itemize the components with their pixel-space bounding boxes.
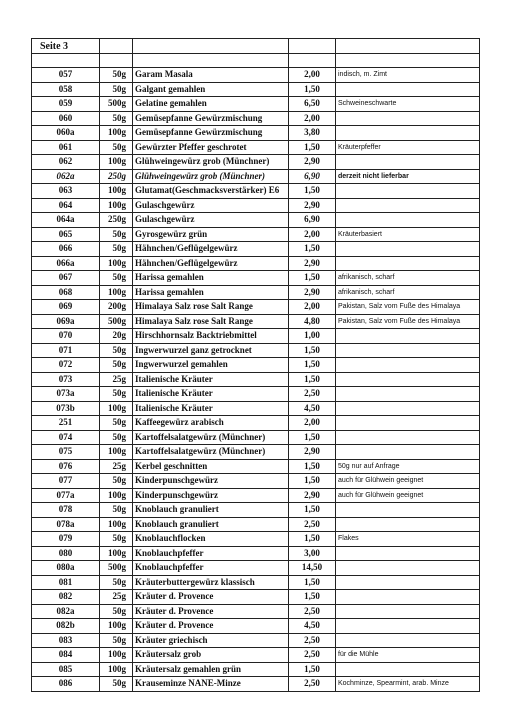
item-note xyxy=(336,126,480,141)
table-row xyxy=(32,329,480,344)
item-number: 074 xyxy=(32,430,100,445)
item-amount: 100g xyxy=(100,198,133,213)
item-number: 078a xyxy=(32,517,100,532)
table-row xyxy=(32,561,480,576)
item-price: 3,80 xyxy=(289,126,336,141)
table-row xyxy=(32,503,480,518)
item-note xyxy=(336,445,480,460)
item-amount: 50g xyxy=(100,140,133,155)
item-amount: 50g xyxy=(100,358,133,373)
item-name: Gulaschgewürz xyxy=(133,213,289,228)
table-row xyxy=(32,242,480,257)
item-amount: 50g xyxy=(100,633,133,648)
item-price: 2,90 xyxy=(289,285,336,300)
table-row xyxy=(32,314,480,329)
item-amount: 100g xyxy=(100,619,133,634)
item-amount: 500g xyxy=(100,314,133,329)
item-price: 2,90 xyxy=(289,198,336,213)
item-note: 50g nur auf Anfrage xyxy=(336,459,480,474)
item-name: Ingwerwurzel gemahlen xyxy=(133,358,289,373)
item-note xyxy=(336,329,480,344)
table-row xyxy=(32,590,480,605)
item-amount: 500g xyxy=(100,561,133,576)
item-note: Kräuterbasiert xyxy=(336,227,480,242)
item-price: 1,50 xyxy=(289,590,336,605)
item-name: Glühweingewürz grob (Münchner) xyxy=(133,155,289,170)
item-name: Krauseminze NANE-Minze xyxy=(133,677,289,692)
table-row xyxy=(32,227,480,242)
item-note xyxy=(336,111,480,126)
item-amount: 100g xyxy=(100,285,133,300)
item-note xyxy=(336,633,480,648)
item-price: 2,00 xyxy=(289,111,336,126)
table-row xyxy=(32,488,480,503)
table-row xyxy=(32,198,480,213)
price-list-sheet xyxy=(31,38,479,692)
item-number: 067 xyxy=(32,271,100,286)
item-number: 057 xyxy=(32,68,100,83)
item-note xyxy=(336,343,480,358)
item-name: Kräuterbuttergewürz klassisch xyxy=(133,575,289,590)
item-price: 1,50 xyxy=(289,430,336,445)
item-price: 6,90 xyxy=(289,213,336,228)
item-name: Harissa gemahlen xyxy=(133,285,289,300)
item-number: 069 xyxy=(32,300,100,315)
price-table xyxy=(31,38,480,692)
item-name: Kinderpunschgewürz xyxy=(133,474,289,489)
item-price: 1,50 xyxy=(289,372,336,387)
item-price: 6,50 xyxy=(289,97,336,112)
item-note: auch für Glühwein geeignet xyxy=(336,474,480,489)
page-header-row xyxy=(32,39,480,54)
item-amount: 50g xyxy=(100,227,133,242)
item-number: 073a xyxy=(32,387,100,402)
item-number: 082b xyxy=(32,619,100,634)
item-number: 078 xyxy=(32,503,100,518)
item-price: 1,50 xyxy=(289,358,336,373)
item-name: Kräuter d. Provence xyxy=(133,619,289,634)
table-row xyxy=(32,285,480,300)
item-number: 059 xyxy=(32,97,100,112)
item-note: für die Mühle xyxy=(336,648,480,663)
item-number: 060 xyxy=(32,111,100,126)
table-row xyxy=(32,648,480,663)
item-name: Galgant gemahlen xyxy=(133,82,289,97)
item-price: 1,00 xyxy=(289,329,336,344)
item-name: Gulaschgewürz xyxy=(133,198,289,213)
table-row xyxy=(32,358,480,373)
table-row xyxy=(32,97,480,112)
table-row xyxy=(32,677,480,692)
table-row xyxy=(32,387,480,402)
item-note xyxy=(336,82,480,97)
item-name: Kaffeegewürz arabisch xyxy=(133,416,289,431)
table-row xyxy=(32,271,480,286)
item-number: 077 xyxy=(32,474,100,489)
item-name: Kräuter d. Provence xyxy=(133,590,289,605)
item-note xyxy=(336,604,480,619)
item-price: 1,50 xyxy=(289,503,336,518)
item-number: 073 xyxy=(32,372,100,387)
item-number: 058 xyxy=(32,82,100,97)
table-row xyxy=(32,517,480,532)
item-name: Hähnchen/Geflügelgewürz xyxy=(133,256,289,271)
item-number: 077a xyxy=(32,488,100,503)
item-number: 080 xyxy=(32,546,100,561)
table-row xyxy=(32,662,480,677)
table-row xyxy=(32,474,480,489)
item-amount: 100g xyxy=(100,546,133,561)
item-amount: 100g xyxy=(100,256,133,271)
item-name: Kartoffelsalatgewürz (Münchner) xyxy=(133,430,289,445)
item-name: Italienische Kräuter xyxy=(133,401,289,416)
item-name: Gelatine gemahlen xyxy=(133,97,289,112)
item-amount: 100g xyxy=(100,662,133,677)
item-name: Knoblauchpfeffer xyxy=(133,546,289,561)
item-name: Ingwerwurzel ganz getrocknet xyxy=(133,343,289,358)
item-note xyxy=(336,213,480,228)
table-row xyxy=(32,401,480,416)
item-price: 2,50 xyxy=(289,648,336,663)
item-note: auch für Glühwein geeignet xyxy=(336,488,480,503)
item-amount: 250g xyxy=(100,169,133,184)
table-row xyxy=(32,126,480,141)
item-note xyxy=(336,430,480,445)
item-number: 079 xyxy=(32,532,100,547)
item-price: 2,00 xyxy=(289,416,336,431)
item-name: Gemüsepfanne Gewürzmischung xyxy=(133,111,289,126)
item-name: Gyrosgewürz grün xyxy=(133,227,289,242)
item-note xyxy=(336,662,480,677)
item-note xyxy=(336,372,480,387)
item-note xyxy=(336,155,480,170)
item-name: Glühweingewürz grob (Münchner) xyxy=(133,169,289,184)
item-name: Kräutersalz grob xyxy=(133,648,289,663)
table-row xyxy=(32,213,480,228)
item-price: 4,50 xyxy=(289,401,336,416)
table-row xyxy=(32,169,480,184)
page-label: Seite 3 xyxy=(32,39,100,54)
table-row xyxy=(32,372,480,387)
item-price: 1,50 xyxy=(289,184,336,199)
item-amount: 50g xyxy=(100,677,133,692)
item-amount: 50g xyxy=(100,474,133,489)
item-name: Kräutersalz gemahlen grün xyxy=(133,662,289,677)
item-number: 063 xyxy=(32,184,100,199)
item-note xyxy=(336,546,480,561)
item-amount: 100g xyxy=(100,184,133,199)
item-amount: 50g xyxy=(100,82,133,97)
item-price: 1,50 xyxy=(289,343,336,358)
table-row xyxy=(32,575,480,590)
item-note xyxy=(336,561,480,576)
item-name: Italienische Kräuter xyxy=(133,387,289,402)
item-number: 082a xyxy=(32,604,100,619)
item-note xyxy=(336,590,480,605)
item-number: 061 xyxy=(32,140,100,155)
item-number: 066 xyxy=(32,242,100,257)
item-number: 083 xyxy=(32,633,100,648)
item-number: 080a xyxy=(32,561,100,576)
item-name: Gemüsepfanne Gewürzmischung xyxy=(133,126,289,141)
table-row xyxy=(32,111,480,126)
item-amount: 100g xyxy=(100,401,133,416)
item-number: 060a xyxy=(32,126,100,141)
item-price: 1,50 xyxy=(289,140,336,155)
item-number: 070 xyxy=(32,329,100,344)
item-amount: 25g xyxy=(100,459,133,474)
item-name: Knoblauch granuliert xyxy=(133,517,289,532)
item-price: 2,90 xyxy=(289,445,336,460)
item-note xyxy=(336,387,480,402)
table-row xyxy=(32,459,480,474)
item-note xyxy=(336,517,480,532)
item-number: 084 xyxy=(32,648,100,663)
item-amount: 100g xyxy=(100,155,133,170)
item-name: Italienische Kräuter xyxy=(133,372,289,387)
item-note xyxy=(336,401,480,416)
item-price: 4,80 xyxy=(289,314,336,329)
item-name: Hirschhornsalz Backtriebmittel xyxy=(133,329,289,344)
item-note: Kochminze, Spearmint, arab. Minze xyxy=(336,677,480,692)
item-price: 2,90 xyxy=(289,488,336,503)
item-amount: 500g xyxy=(100,97,133,112)
item-number: 076 xyxy=(32,459,100,474)
table-row xyxy=(32,546,480,561)
item-note xyxy=(336,416,480,431)
item-number: 062 xyxy=(32,155,100,170)
item-number: 081 xyxy=(32,575,100,590)
item-price: 1,50 xyxy=(289,532,336,547)
item-note: Pakistan, Salz vom Fuße des Himalaya xyxy=(336,314,480,329)
item-note xyxy=(336,575,480,590)
item-number: 064 xyxy=(32,198,100,213)
item-name: Harissa gemahlen xyxy=(133,271,289,286)
item-number: 062a xyxy=(32,169,100,184)
item-note: indisch, m. Zimt xyxy=(336,68,480,83)
item-price: 1,50 xyxy=(289,242,336,257)
item-price: 2,90 xyxy=(289,256,336,271)
table-row xyxy=(32,532,480,547)
item-amount: 50g xyxy=(100,387,133,402)
item-note: Kräuterpfeffer xyxy=(336,140,480,155)
table-row xyxy=(32,430,480,445)
item-amount: 200g xyxy=(100,300,133,315)
item-amount: 50g xyxy=(100,68,133,83)
item-name: Himalaya Salz rose Salt Range xyxy=(133,300,289,315)
item-amount: 50g xyxy=(100,430,133,445)
item-name: Gewürzter Pfeffer geschrotet xyxy=(133,140,289,155)
item-price: 2,00 xyxy=(289,227,336,242)
item-amount: 50g xyxy=(100,503,133,518)
item-price: 6,90 xyxy=(289,169,336,184)
item-note: Flakes xyxy=(336,532,480,547)
header-cell xyxy=(133,39,289,54)
item-amount: 50g xyxy=(100,242,133,257)
item-number: 065 xyxy=(32,227,100,242)
table-row xyxy=(32,604,480,619)
item-amount: 25g xyxy=(100,590,133,605)
item-number: 066a xyxy=(32,256,100,271)
item-amount: 100g xyxy=(100,517,133,532)
item-number: 073b xyxy=(32,401,100,416)
item-note: derzeit nicht lieferbar xyxy=(336,169,480,184)
item-name: Knoblauch granuliert xyxy=(133,503,289,518)
item-note: afrikanisch, scharf xyxy=(336,285,480,300)
item-number: 069a xyxy=(32,314,100,329)
item-name: Garam Masala xyxy=(133,68,289,83)
item-price: 1,50 xyxy=(289,575,336,590)
item-price: 2,00 xyxy=(289,300,336,315)
item-price: 3,00 xyxy=(289,546,336,561)
item-note xyxy=(336,256,480,271)
item-price: 2,50 xyxy=(289,387,336,402)
table-row xyxy=(32,300,480,315)
item-amount: 50g xyxy=(100,575,133,590)
table-row xyxy=(32,633,480,648)
item-amount: 50g xyxy=(100,532,133,547)
table-row xyxy=(32,140,480,155)
table-row xyxy=(32,416,480,431)
item-name: Kartoffelsalatgewürz (Münchner) xyxy=(133,445,289,460)
item-number: 251 xyxy=(32,416,100,431)
item-amount: 50g xyxy=(100,604,133,619)
item-amount: 100g xyxy=(100,126,133,141)
table-row xyxy=(32,256,480,271)
item-number: 064a xyxy=(32,213,100,228)
item-number: 082 xyxy=(32,590,100,605)
table-row xyxy=(32,68,480,83)
header-cell xyxy=(100,39,133,54)
header-cell xyxy=(336,39,480,54)
table-row xyxy=(32,155,480,170)
table-row xyxy=(32,343,480,358)
item-number: 071 xyxy=(32,343,100,358)
table-row xyxy=(32,184,480,199)
item-name: Kinderpunschgewürz xyxy=(133,488,289,503)
item-price: 1,50 xyxy=(289,662,336,677)
item-number: 085 xyxy=(32,662,100,677)
blank-row xyxy=(32,54,480,68)
item-price: 2,00 xyxy=(289,68,336,83)
item-price: 4,50 xyxy=(289,619,336,634)
item-name: Glutamat(Geschmacksverstärker) E6 xyxy=(133,184,289,199)
item-price: 2,50 xyxy=(289,604,336,619)
item-amount: 20g xyxy=(100,329,133,344)
item-name: Kräuter d. Provence xyxy=(133,604,289,619)
item-price: 1,50 xyxy=(289,82,336,97)
item-note: Schweineschwarte xyxy=(336,97,480,112)
price-table-body xyxy=(32,39,480,692)
item-price: 1,50 xyxy=(289,474,336,489)
item-note xyxy=(336,358,480,373)
item-amount: 100g xyxy=(100,648,133,663)
table-row xyxy=(32,82,480,97)
item-name: Kräuter griechisch xyxy=(133,633,289,648)
item-note xyxy=(336,503,480,518)
item-amount: 50g xyxy=(100,271,133,286)
item-price: 2,50 xyxy=(289,517,336,532)
item-note xyxy=(336,184,480,199)
item-price: 14,50 xyxy=(289,561,336,576)
item-amount: 25g xyxy=(100,372,133,387)
header-cell xyxy=(289,39,336,54)
item-number: 072 xyxy=(32,358,100,373)
item-note: Pakistan, Salz vom Fuße des Himalaya xyxy=(336,300,480,315)
item-name: Knoblauchpfeffer xyxy=(133,561,289,576)
table-row xyxy=(32,619,480,634)
item-amount: 50g xyxy=(100,111,133,126)
item-amount: 50g xyxy=(100,416,133,431)
item-amount: 100g xyxy=(100,445,133,460)
item-price: 2,50 xyxy=(289,633,336,648)
item-price: 1,50 xyxy=(289,459,336,474)
item-name: Kerbel geschnitten xyxy=(133,459,289,474)
item-name: Hähnchen/Geflügelgewürz xyxy=(133,242,289,257)
table-row xyxy=(32,445,480,460)
item-note: afrikanisch, scharf xyxy=(336,271,480,286)
item-number: 075 xyxy=(32,445,100,460)
item-note xyxy=(336,198,480,213)
item-name: Himalaya Salz rose Salt Range xyxy=(133,314,289,329)
item-number: 068 xyxy=(32,285,100,300)
item-price: 2,50 xyxy=(289,677,336,692)
item-note xyxy=(336,242,480,257)
item-amount: 50g xyxy=(100,343,133,358)
item-amount: 250g xyxy=(100,213,133,228)
item-amount: 100g xyxy=(100,488,133,503)
item-price: 2,90 xyxy=(289,155,336,170)
item-name: Knoblauchflocken xyxy=(133,532,289,547)
item-price: 1,50 xyxy=(289,271,336,286)
item-number: 086 xyxy=(32,677,100,692)
item-note xyxy=(336,619,480,634)
